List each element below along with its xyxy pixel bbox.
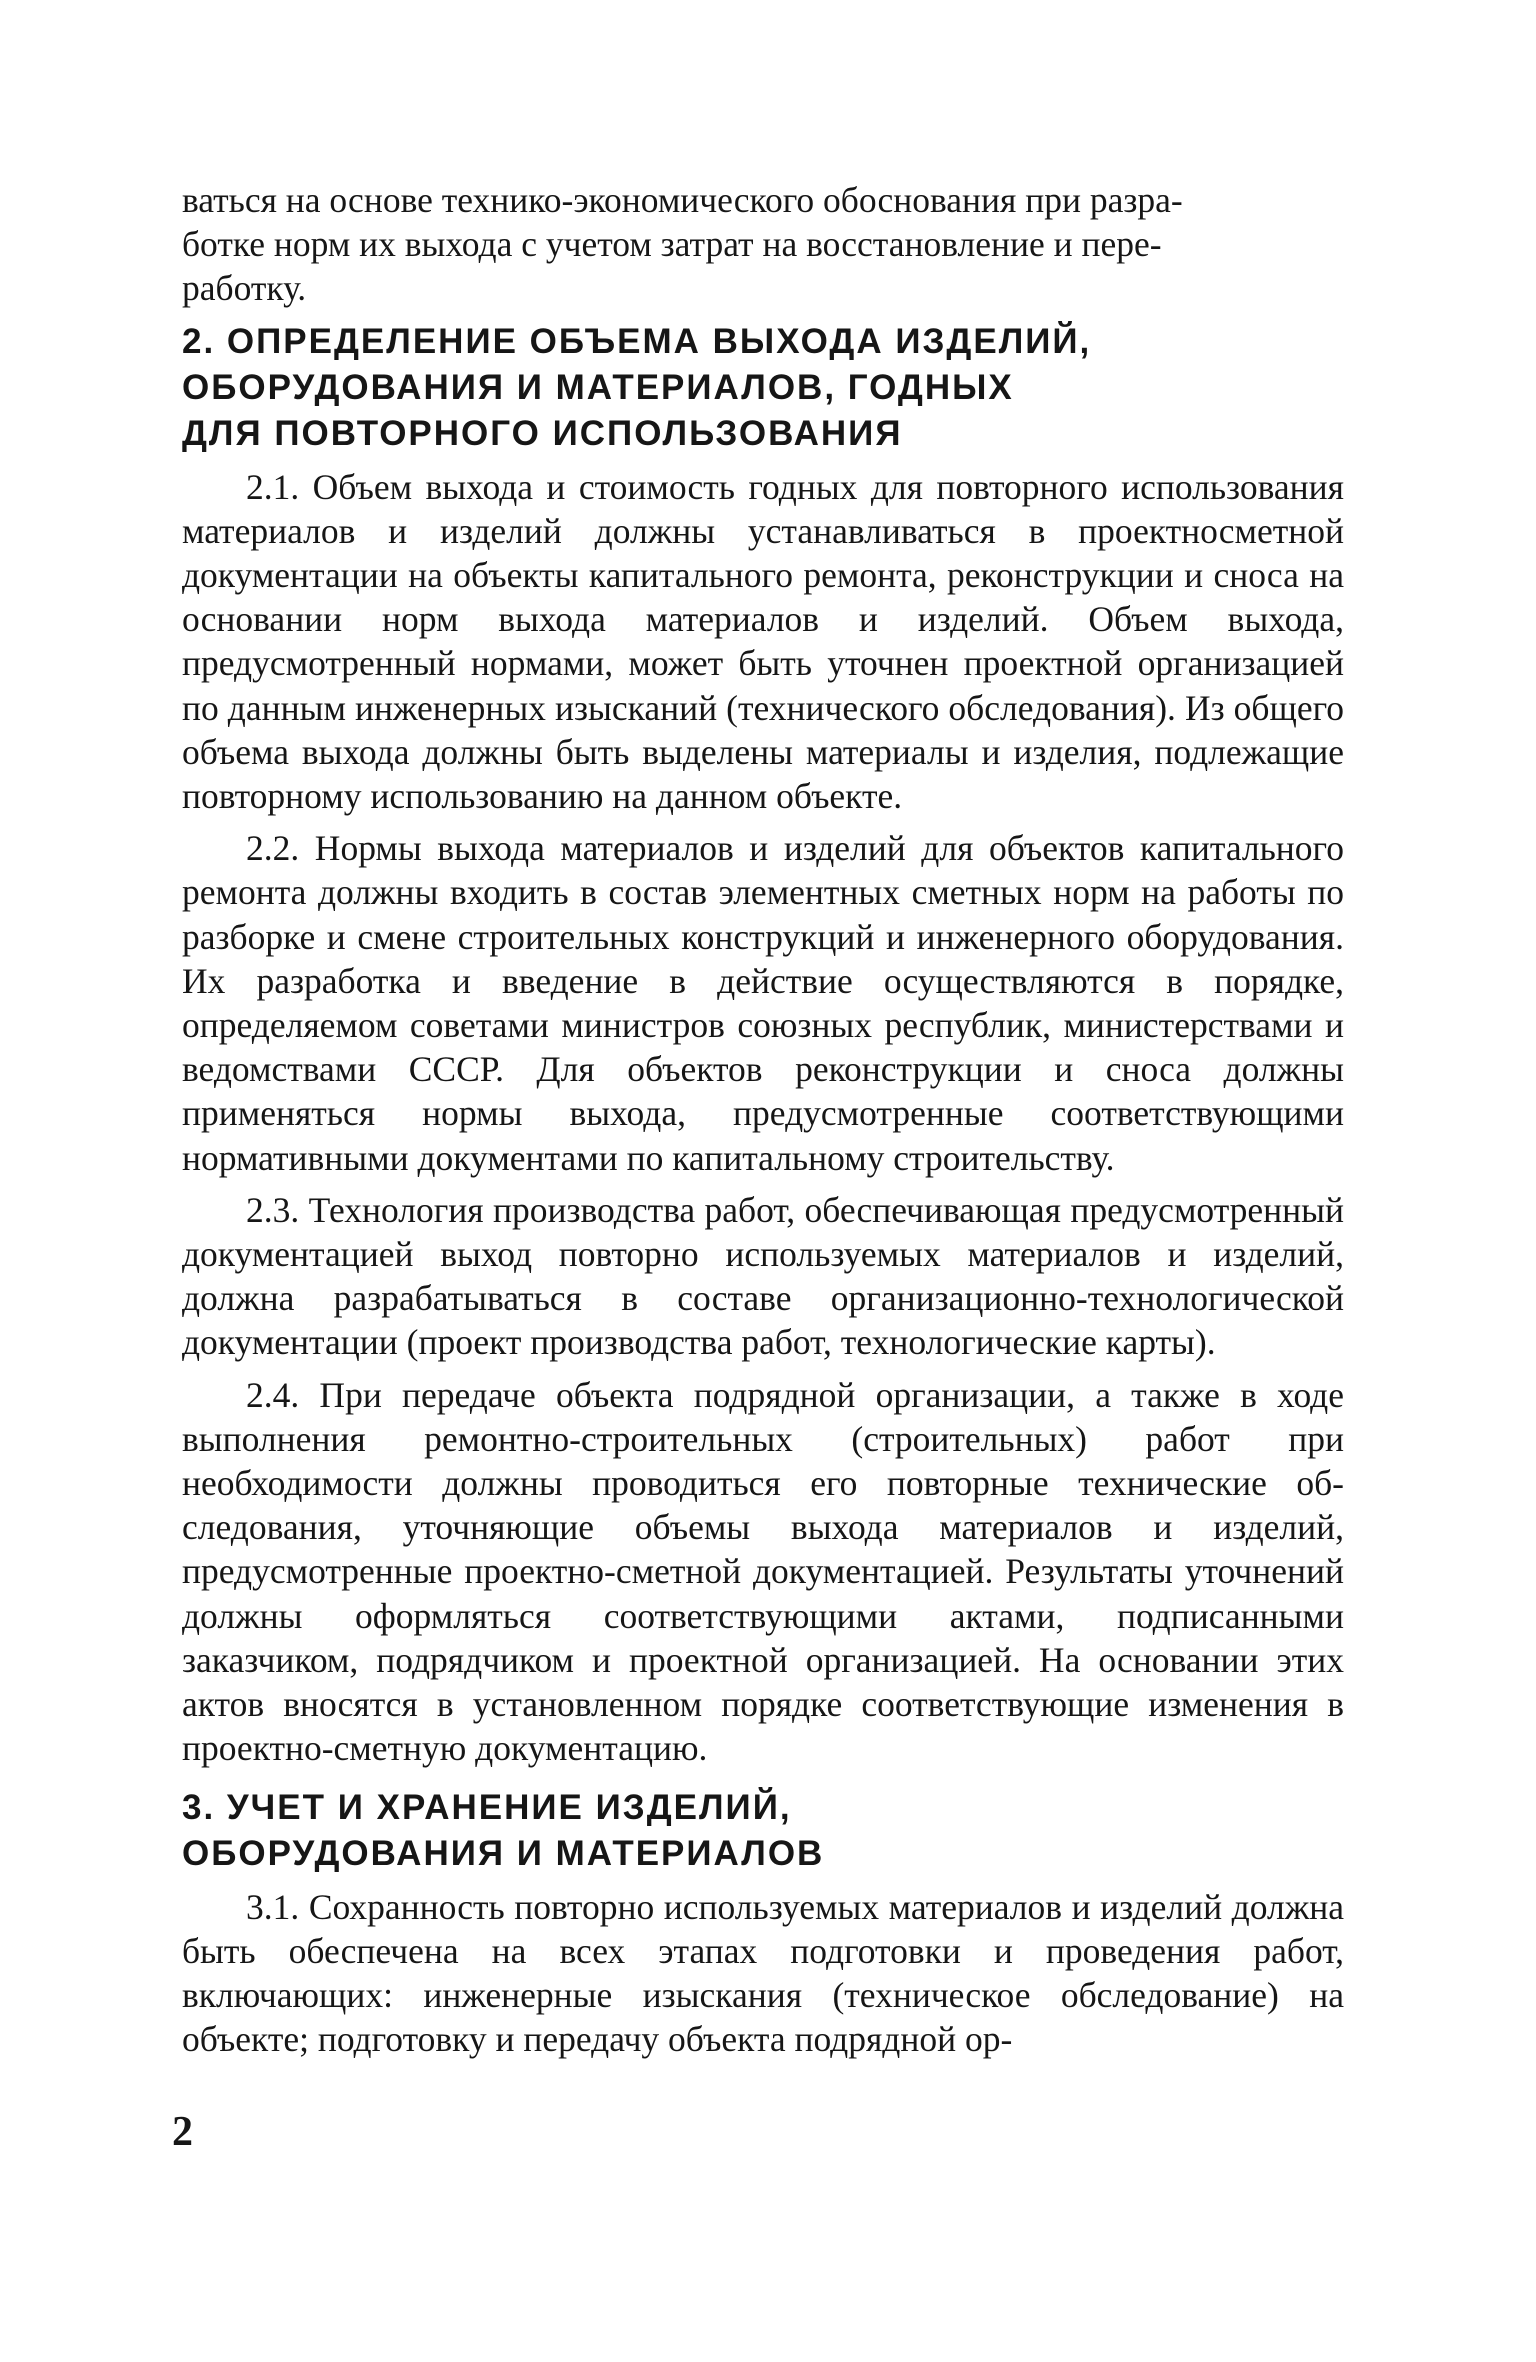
intro-paragraph	[182, 178, 1344, 311]
document-page	[182, 178, 1344, 2061]
paragraph-3-1: 3.1. Сохранность повторно используемых материалов и изделий должна быть обеспечена на всех этапах подготовки и проведения работ, включающих: инженерные изыскания (техническое обследование) на объекте; подготовку и передачу объекта подрядной ор-	[182, 1886, 1344, 2060]
paragraph-2-2: 2.2. Нормы выхода материалов и изделий для объектов капитального ремонта должны входить в состав элементных сметных норм на работы по разборке и смене строительных конструкций и инженерного оборудования. Их разработка и введение в действие осуществляются в порядке, определяемом советами министров союзных республик, министерствами и ведомствами СССР. Для объектов реконструкции и сноса должны применяться нормы выхода, предусмотренные соответствующими нормативными документами по капитальному строительству.	[182, 828, 1344, 1178]
section-3-heading	[182, 1785, 1344, 1877]
paragraph-2-4: 2.4. При передаче объекта подрядной организации, а также в ходе выполнения ремонтно-строительных (строительных) работ при необходимости должны проводиться его повторные технические обследования, уточняющие объемы выхода материалов и изделий, предусмотренные проектно-сметной документацией. Результаты уточнений должны оформляться соответствующими актами, подписанными заказчиком, подрядчиком и проектной организацией. На основании этих актов вносятся в установленном порядке соответствующие изменения в проектно-сметную документацию.	[182, 1374, 1344, 1769]
heading-line: 3. УЧЕТ И ХРАНЕНИЕ ИЗДЕЛИЙ,	[182, 1787, 792, 1827]
intro-line: ботке норм их выхода с учетом затрат на восстановление и пере-	[182, 224, 1162, 265]
intro-line: ваться на основе технико-экономического обоснования при разра-	[182, 180, 1183, 220]
paragraph-2-1: 2.1. Объем выхода и стоимость годных для повторного использования материалов и изделий должны устанавливаться в проектносметной документации на объекты капитального ремонта, реконструкции и сноса на основании норм выхода материалов и изделий. Объем выхода, предусмотренный нормами, может быть уточнен проектной организацией по данным инженерных изысканий (технического обследования). Из общего объема выхода должны быть выделены материалы и изделия, подлежащие повторному использованию на данном объекте.	[182, 466, 1344, 817]
intro-line: работку.	[182, 268, 307, 309]
section-2-heading	[182, 319, 1344, 457]
heading-line: 2. ОПРЕДЕЛЕНИЕ ОБЪЕМА ВЫХОДА ИЗДЕЛИЙ,	[182, 321, 1092, 361]
heading-line: ОБОРУДОВАНИЯ И МАТЕРИАЛОВ	[182, 1833, 825, 1873]
paragraph-2-3: 2.3. Технология производства работ, обеспечивающая предусмотренный документацией выход повторно используемых материалов и изделий, должна разрабатываться в составе организационно-технологической документации (проект производства работ, технологические карты).	[182, 1189, 1344, 1363]
heading-line: ОБОРУДОВАНИЯ И МАТЕРИАЛОВ, ГОДНЫХ	[182, 367, 1014, 407]
heading-line: ДЛЯ ПОВТОРНОГО ИСПОЛЬЗОВАНИЯ	[182, 413, 903, 453]
page-number: 2	[172, 2109, 193, 2155]
